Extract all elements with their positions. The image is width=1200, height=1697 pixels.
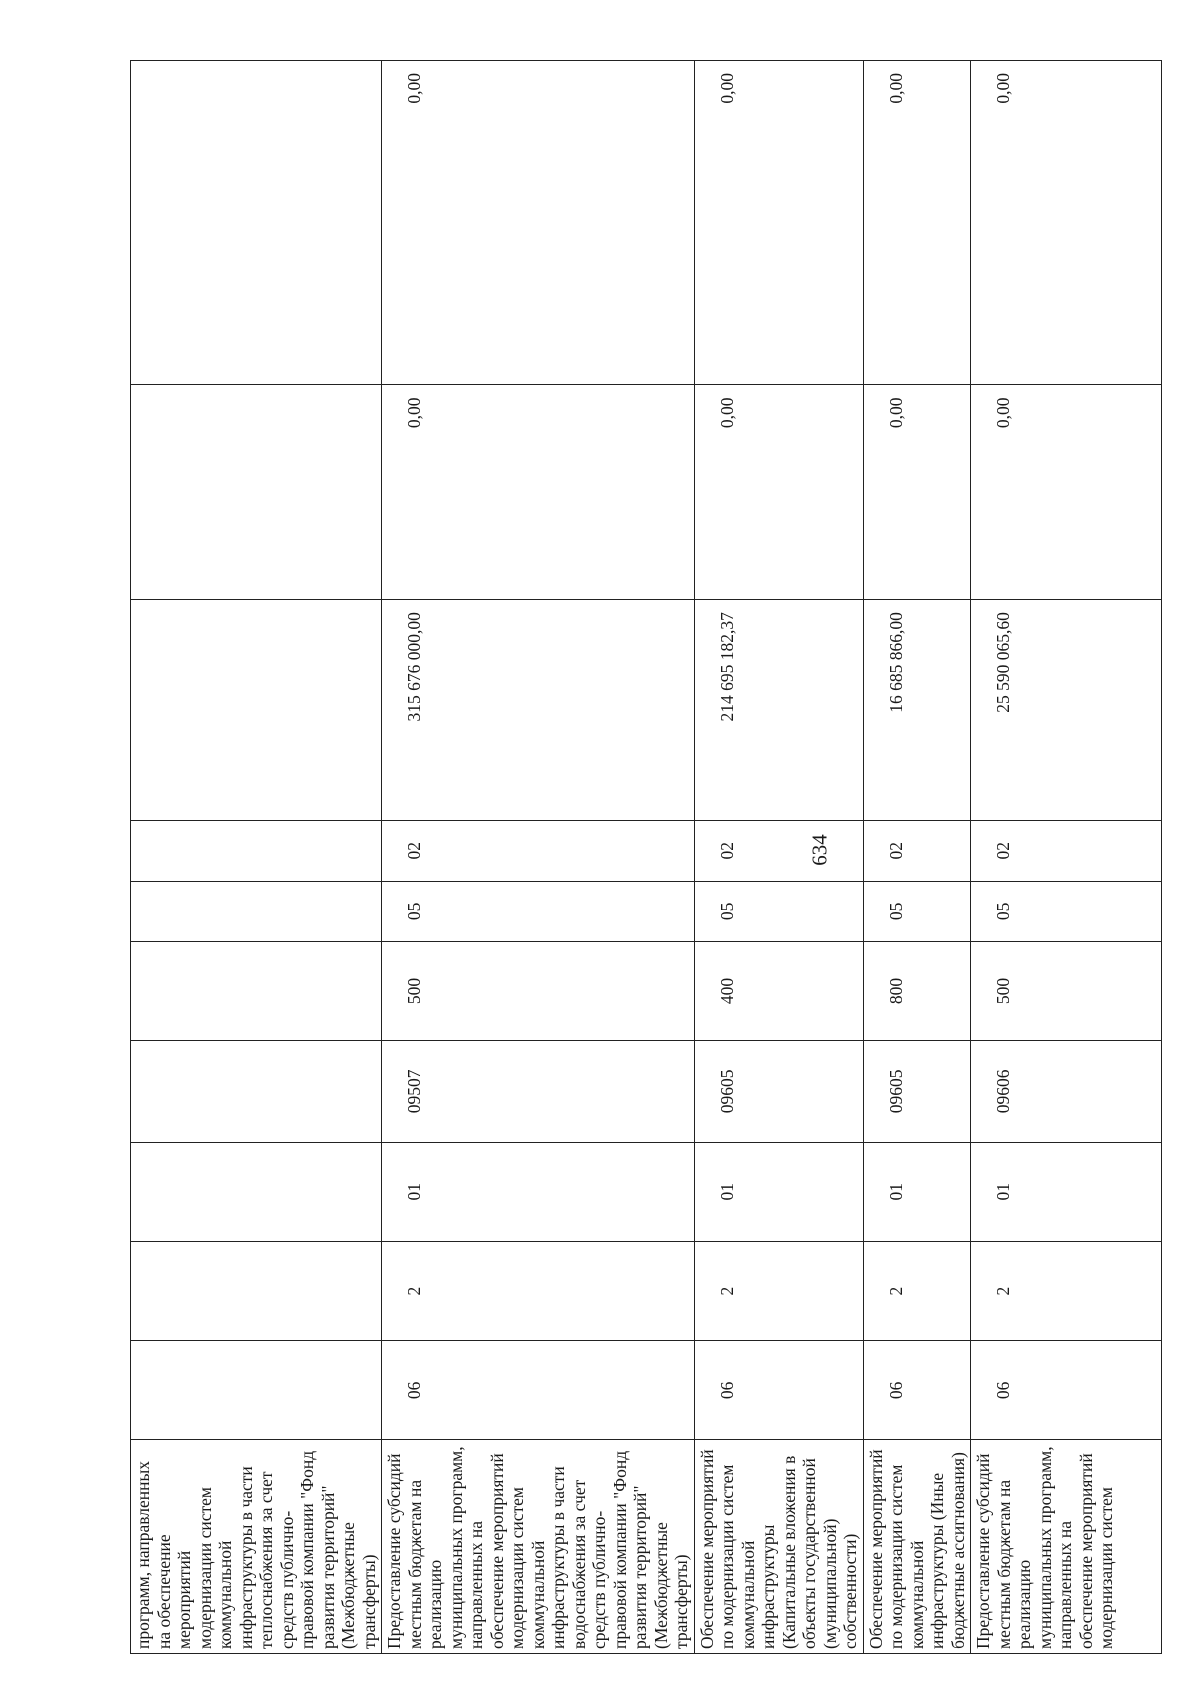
amount-cell: 0,00 (694, 61, 863, 385)
row-description: Обеспечение мероприятий по модернизации систем коммунальной инфраструктуры (Иные бюджетные ассигнования) (863, 1440, 971, 1654)
row-description: Предоставление субсидий местным бюджетам на реализацию муниципальных программ, направленных на обеспечение мероприятий модернизации систем (971, 1440, 1162, 1654)
code-cell: 01 (971, 1142, 1162, 1241)
table-row (131, 61, 382, 1654)
amount-cell: 0,00 (863, 61, 971, 385)
code-cell (131, 1041, 382, 1143)
table-row (971, 61, 1162, 1654)
table-row (694, 61, 863, 1654)
amount-cell: 0,00 (863, 385, 971, 600)
amount-cell: 315 676 000,00 (382, 600, 695, 820)
code-cell: 800 (863, 941, 971, 1040)
row-description: программ, направленных на обеспечение мероприятий модернизации систем коммунальной инфраструктуры в части теплоснабжения за счет средств публично-правовой компании "Фонд развития территорий" (Межбюджетные трансферты) (131, 1440, 382, 1654)
amount-cell: 0,00 (971, 61, 1162, 385)
code-cell: 02 (971, 820, 1162, 881)
table-row (863, 61, 971, 1654)
row-description: Предоставление субсидий местным бюджетам на реализацию муниципальных программ, направленных на обеспечение мероприятий модернизации систем коммунальной инфраструктуры в части водоснабжения за счет средств публично-правовой компании "Фонд развития территорий" (Межбюджетные трансферты) (382, 1440, 695, 1654)
amount-cell (131, 61, 382, 385)
amount-cell: 0,00 (382, 61, 695, 385)
code-cell: 05 (382, 881, 695, 941)
amount-cell (131, 600, 382, 820)
amount-cell: 0,00 (382, 385, 695, 600)
budget-table (130, 60, 1162, 1654)
code-cell: 400 (694, 941, 863, 1040)
page-number: 634 (807, 834, 832, 866)
code-cell: 01 (694, 1142, 863, 1241)
budget-table-container (130, 60, 1116, 1654)
amount-cell (131, 385, 382, 600)
amount-cell: 25 590 065,60 (971, 600, 1162, 820)
amount-cell: 214 695 182,37 (694, 600, 863, 820)
code-cell: 05 (971, 881, 1162, 941)
amount-cell: 16 685 866,00 (863, 600, 971, 820)
code-cell: 09605 (694, 1041, 863, 1143)
code-cell: 02 (863, 820, 971, 881)
amount-cell: 0,00 (971, 385, 1162, 600)
code-cell: 500 (971, 941, 1162, 1040)
code-cell: 09606 (971, 1041, 1162, 1143)
code-cell: 06 (863, 1341, 971, 1440)
amount-cell: 0,00 (694, 385, 863, 600)
code-cell: 500 (382, 941, 695, 1040)
code-cell (131, 881, 382, 941)
code-cell: 06 (382, 1341, 695, 1440)
table-row (382, 61, 695, 1654)
code-cell: 2 (863, 1241, 971, 1340)
code-cell (131, 1142, 382, 1241)
code-cell: 2 (971, 1241, 1162, 1340)
code-cell: 09507 (382, 1041, 695, 1143)
code-cell: 02 (382, 820, 695, 881)
row-description: Обеспечение мероприятий по модернизации систем коммунальной инфраструктуры (Капитальные вложения в объекты государственной (муниципальной) собственности) (694, 1440, 863, 1654)
code-cell: 06 (694, 1341, 863, 1440)
code-cell (131, 1341, 382, 1440)
code-cell: 01 (382, 1142, 695, 1241)
code-cell: 09605 (863, 1041, 971, 1143)
rotated-table-frame (130, 60, 1116, 1654)
code-cell: 01 (863, 1142, 971, 1241)
code-cell: 05 (863, 881, 971, 941)
code-cell (131, 820, 382, 881)
code-cell (131, 1241, 382, 1340)
code-cell (131, 941, 382, 1040)
code-cell: 2 (382, 1241, 695, 1340)
code-cell: 06 (971, 1341, 1162, 1440)
code-cell: 2 (694, 1241, 863, 1340)
code-cell: 05 (694, 881, 863, 941)
code-cell: 02 (694, 820, 863, 881)
